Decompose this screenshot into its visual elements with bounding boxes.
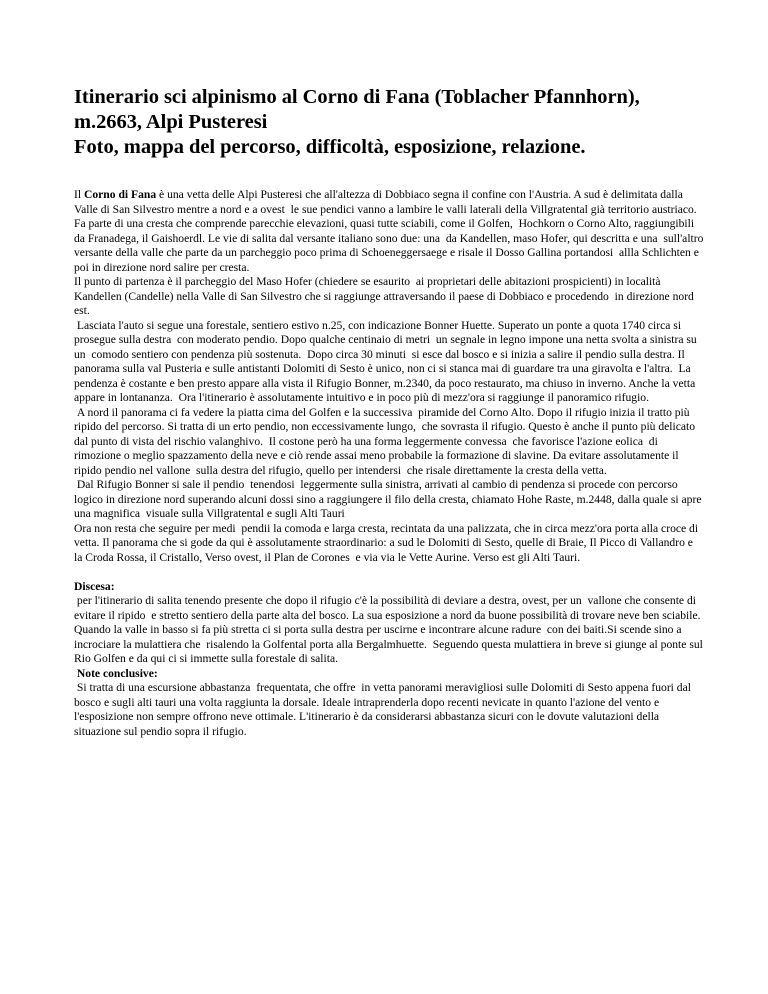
intro-text: è una vetta delle Alpi Pusteresi che all'altezza di Dobbiaco segna il confine con l'Austria. A sud è delimitata dalla Valle di San Silvestro mentre a nord e a ovest le sue pendici vanno a lambire le valli laterali della Villgratental già territorio austriaco. Fa parte di una cresta che comprende parecchie elevazioni, quasi tutte sciabili, come il Golfen, Hochkorn o Corno Alto, raggiungibili da Franadega, il Gaishoerdl. Le vie di salita dal versante italiano sono due: una da Kandellen, maso Hofer, qui descritta e una sull'altro versante della valle che parte da un parcheggio poco prima di Schoeneggersaege e risale il Dosso Gallina portandosi allla Schlichten e poi in direzione nord salire per cresta.	[74, 188, 707, 274]
descent-heading: Discesa:	[74, 579, 115, 593]
page-title	[74, 85, 704, 160]
notes-text: Si tratta di una escursione abbastanza frequentata, che offre in vetta panorami meravigliosi sulle Dolomiti di Sesto appena fuori dal bosco e sugli alti tauri una volta raggiunta la dorsale. Ideale intraprenderla dopo recenti nevicate in quanto l'azione del vento e l'esposizione non sempre offrono neve ottimale. L'itinerario è da considerarsi abbastanza sicuri con le dovute valutazioni della situazione sul pendio sopra il rifugio.	[74, 681, 694, 738]
intro-paragraph	[74, 188, 707, 275]
title-line-1: Itinerario sci alpinismo al Corno di Fana (Toblacher Pfannhorn),	[74, 86, 640, 108]
paragraph-from-hut: Dal Rifugio Bonner si sale il pendio tenendosi leggermente sulla sinistra, arrivati al cambio di pendenza si procede con percorso logico in direzione nord superando alcuni dossi sino a raggiungere il filo della cresta, chiamato Hohe Raste, m.2448, dalla quale si apre una magnifica visuale sulla Villgratental e sugli Alti Tauri	[74, 478, 705, 520]
title-line-2: m.2663, Alpi Pusteresi	[74, 111, 268, 133]
descent-text: per l'itinerario di salita tenendo presente che dopo il rifugio c'è la possibilità di deviare a destra, ovest, per un vallone che consente di evitare il ripido e stretto sentiero della parte alta del bosco. La sua esposizione a nord da buone possibilità di trovare neve ben sciabile. Quando la valle in basso si fa più stretta ci si porta sulla destra per uscirne e incontrare alcune radure con dei baiti.Si scende sino a incrociare la mulattiera che risalendo la Golfental porta alla Bergalmhuette. Seguendo questa mulattiera in breve si giunge al ponte sul Rio Golfen e da qui ci si immette sulla forestale di salita.	[74, 594, 709, 665]
title-line-3: Foto, mappa del percorso, difficoltà, esposizione, relazione.	[74, 136, 586, 158]
article-body	[74, 188, 709, 739]
descent-section	[74, 579, 709, 740]
document-page	[74, 0, 709, 739]
intro-prefix: Il	[74, 188, 84, 201]
notes-heading: Note conclusive:	[74, 666, 158, 680]
peak-name: Corno di Fana	[83, 188, 157, 201]
paragraph-north-view: A nord il panorama ci fa vedere la piatta cima del Golfen e la successiva piramide del Corno Alto. Dopo il rifugio inizia il tratto più ripido del percorso. Si tratta di un erto pendio, non eccessivamente lungo, che sovrasta il rifugio. Questo è anche il punto più delicato dal punto di vista del rischio valanghivo. Il costone però ha una forma leggermente convessa che favorisce l'azione eolica di rimozione o meglio spazzamento della neve e ciò rende assai meno probabile la formazione di slavine. Da evitare assolutamente il ripido pendio nel vallone sulla destra del rifugio, quello per intendersi che risale direttamente la cresta della vetta.	[74, 405, 698, 477]
paragraph-start-point: Il punto di partenza è il parcheggio del Maso Hofer (chiedere se esaurito ai proprietari delle abitazioni prospicienti) in località Kandellen (Candelle) nella Valle di San Silvestro che si raggiunge attraversando il paese di Dobbiaco e procedendo in direzione nord est.	[74, 275, 697, 317]
paragraph-ascent: Lasciata l'auto si segue una forestale, sentiero estivo n.25, con indicazione Bonner Huette. Superato un ponte a quota 1740 circa si prosegue sulla destra con moderato pendio. Dopo qualche centinaio di metri un segnale in legno impone una netta svolta a sinistra su un comodo sentiero con pendenza più sostenuta. Dopo circa 30 minuti si esce dal bosco e si inizia a salire il pendio sulla destra. Il panorama sulla val Pusteria e sulle antistanti Dolomiti di Sesto è unico, non ci si stanca mai di guardare tra una giravolta e l'altra. La pendenza è costante e ben presto appare alla vista il Rifugio Bonner, m.2340, da poco restaurato, ma chiuso in inverno. Anche la vetta appare in lontananza. Ora l'itinerario è assolutamente intuitivo e in poco più di mezz'ora si raggiunge il panoramico rifugio.	[74, 318, 700, 404]
paragraph-summit: Ora non resta che seguire per medi pendii la comoda e larga cresta, recintata da una palizzata, che in circa mezz'ora porta alla croce di vetta. Il panorama che si gode da qui è assolutamente straordinario: a sud le Dolomiti di Sesto, quelle di Braie, Il Picco di Vallandro e la Croda Rossa, il Cristallo, Verso ovest, il Plan de Corones e via via le Vette Aurine. Verso est gli Alti Tauri.	[74, 521, 701, 564]
